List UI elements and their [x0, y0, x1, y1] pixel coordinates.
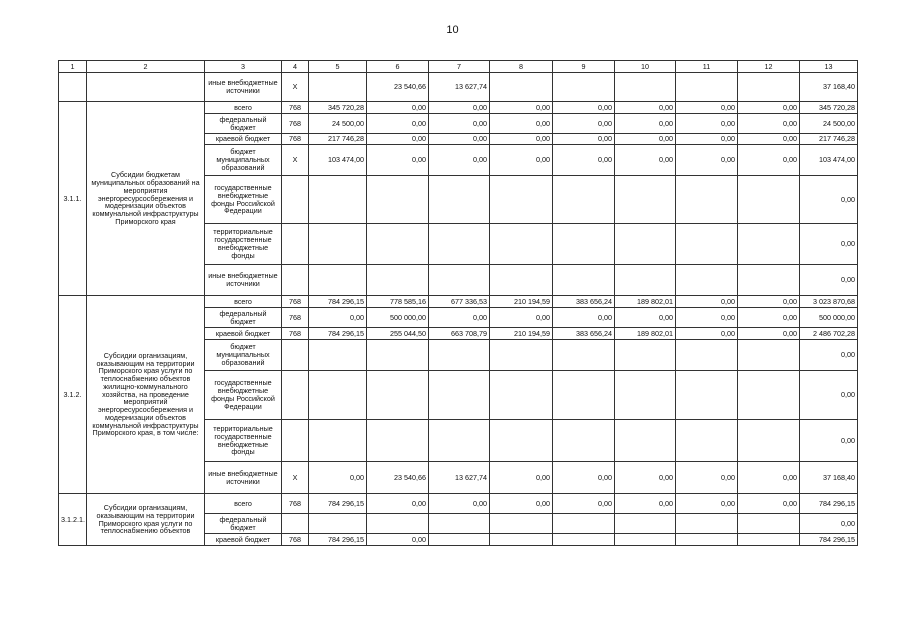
amount-cell: 0,00 [800, 514, 858, 534]
amount-cell [490, 265, 553, 296]
amount-cell: 0,00 [676, 114, 738, 134]
amount-cell: 23 540,66 [367, 73, 429, 102]
amount-cell [676, 340, 738, 371]
amount-cell [367, 176, 429, 224]
amount-cell: 103 474,00 [800, 145, 858, 176]
table-row [59, 494, 858, 514]
gr-code [282, 371, 309, 420]
table-row [59, 296, 858, 308]
amount-cell [615, 340, 676, 371]
amount-cell: 0,00 [738, 134, 800, 145]
amount-cell: 0,00 [367, 534, 429, 546]
funding-source: всего [205, 102, 282, 114]
amount-cell [429, 224, 490, 265]
amount-cell: 383 656,24 [553, 328, 615, 340]
amount-cell: 0,00 [738, 296, 800, 308]
amount-cell [309, 224, 367, 265]
amount-cell: 0,00 [367, 145, 429, 176]
funding-source: иные внебюджетные источники [205, 73, 282, 102]
amount-cell [553, 514, 615, 534]
amount-cell: 0,00 [800, 371, 858, 420]
amount-cell [553, 534, 615, 546]
amount-cell [738, 371, 800, 420]
funding-source: краевой бюджет [205, 328, 282, 340]
amount-cell: 0,00 [800, 176, 858, 224]
amount-cell: 0,00 [738, 145, 800, 176]
item-name: Субсидии организациям, оказывающим на территории Приморского края услуги по теплоснабжению объектов жилищно-коммунального хозяйства, на проведение мероприятий энергоресурсосбережения и модернизации объектов коммунальной инфраструктуры Приморского края, в том числе: [87, 296, 205, 494]
amount-cell [738, 265, 800, 296]
amount-cell: 3 023 870,68 [800, 296, 858, 308]
amount-cell: 0,00 [309, 308, 367, 328]
amount-cell [553, 224, 615, 265]
amount-cell [738, 176, 800, 224]
amount-cell: 784 296,15 [800, 494, 858, 514]
amount-cell: 0,00 [367, 102, 429, 114]
amount-cell: 23 540,66 [367, 462, 429, 494]
funding-source: бюджет муниципальных образований [205, 340, 282, 371]
column-header: 10 [615, 61, 676, 73]
amount-cell: 0,00 [738, 114, 800, 134]
amount-cell [309, 265, 367, 296]
amount-cell: 778 585,16 [367, 296, 429, 308]
amount-cell [676, 73, 738, 102]
amount-cell: 0,00 [676, 328, 738, 340]
amount-cell: 0,00 [553, 462, 615, 494]
amount-cell: 345 720,28 [309, 102, 367, 114]
amount-cell: 0,00 [800, 265, 858, 296]
amount-cell: 0,00 [429, 494, 490, 514]
funding-source: иные внебюджетные источники [205, 462, 282, 494]
amount-cell: 210 194,59 [490, 328, 553, 340]
amount-cell [738, 340, 800, 371]
amount-cell [738, 224, 800, 265]
amount-cell: 0,00 [553, 102, 615, 114]
item-code: 3.1.1. [59, 102, 87, 296]
amount-cell: 0,00 [490, 114, 553, 134]
amount-cell: 0,00 [738, 308, 800, 328]
amount-cell: 0,00 [800, 340, 858, 371]
amount-cell [367, 371, 429, 420]
amount-cell: 345 720,28 [800, 102, 858, 114]
gr-code [282, 514, 309, 534]
amount-cell [676, 176, 738, 224]
amount-cell [676, 514, 738, 534]
amount-cell: 784 296,15 [800, 534, 858, 546]
item-code [59, 73, 87, 102]
amount-cell: 0,00 [367, 494, 429, 514]
amount-cell: 217 746,28 [309, 134, 367, 145]
amount-cell [738, 534, 800, 546]
amount-cell [490, 224, 553, 265]
amount-cell: 0,00 [490, 145, 553, 176]
item-code: 3.1.2. [59, 296, 87, 494]
funding-source: федеральный бюджет [205, 308, 282, 328]
funding-source: иные внебюджетные источники [205, 265, 282, 296]
amount-cell [309, 514, 367, 534]
amount-cell [738, 73, 800, 102]
amount-cell: 24 500,00 [800, 114, 858, 134]
amount-cell: 0,00 [553, 308, 615, 328]
item-name [87, 73, 205, 102]
amount-cell: 0,00 [800, 224, 858, 265]
amount-cell: 784 296,15 [309, 494, 367, 514]
gr-code: X [282, 145, 309, 176]
amount-cell [553, 176, 615, 224]
amount-cell [676, 420, 738, 462]
amount-cell: 0,00 [490, 462, 553, 494]
gr-code: 768 [282, 328, 309, 340]
funding-source: федеральный бюджет [205, 514, 282, 534]
amount-cell: 0,00 [615, 114, 676, 134]
amount-cell: 0,00 [490, 134, 553, 145]
amount-cell: 0,00 [429, 308, 490, 328]
column-header: 8 [490, 61, 553, 73]
column-header: 4 [282, 61, 309, 73]
funding-source: краевой бюджет [205, 134, 282, 145]
table-row [59, 73, 858, 102]
amount-cell: 0,00 [553, 134, 615, 145]
amount-cell: 663 708,79 [429, 328, 490, 340]
amount-cell: 0,00 [676, 134, 738, 145]
amount-cell [367, 224, 429, 265]
amount-cell: 0,00 [553, 494, 615, 514]
amount-cell: 0,00 [490, 308, 553, 328]
amount-cell [429, 420, 490, 462]
amount-cell [309, 371, 367, 420]
amount-cell: 677 336,53 [429, 296, 490, 308]
amount-cell [553, 420, 615, 462]
amount-cell [676, 371, 738, 420]
amount-cell [615, 371, 676, 420]
gr-code: 768 [282, 494, 309, 514]
gr-code: 768 [282, 102, 309, 114]
column-header: 2 [87, 61, 205, 73]
amount-cell: 0,00 [309, 462, 367, 494]
column-header: 12 [738, 61, 800, 73]
column-header: 13 [800, 61, 858, 73]
amount-cell [490, 340, 553, 371]
amount-cell [490, 420, 553, 462]
column-header: 3 [205, 61, 282, 73]
funding-source: государственные внебюджетные фонды Российской Федерации [205, 176, 282, 224]
amount-cell: 2 486 702,28 [800, 328, 858, 340]
table-row [59, 102, 858, 114]
amount-cell [553, 371, 615, 420]
column-header: 6 [367, 61, 429, 73]
gr-code: 768 [282, 296, 309, 308]
item-name: Субсидии бюджетам муниципальных образований на мероприятия энергоресурсосбережения и модернизации объектов коммунальной инфраструктуры Приморского края [87, 102, 205, 296]
amount-cell [615, 176, 676, 224]
amount-cell: 0,00 [738, 328, 800, 340]
funding-source: территориальные государственные внебюджетные фонды [205, 420, 282, 462]
funding-source: бюджет муниципальных образований [205, 145, 282, 176]
header-row [59, 61, 858, 73]
gr-code [282, 265, 309, 296]
amount-cell [367, 340, 429, 371]
amount-cell: 784 296,15 [309, 328, 367, 340]
amount-cell: 0,00 [676, 145, 738, 176]
funding-source: всего [205, 296, 282, 308]
amount-cell: 0,00 [738, 102, 800, 114]
amount-cell [553, 73, 615, 102]
amount-cell: 0,00 [615, 494, 676, 514]
amount-cell: 37 168,40 [800, 73, 858, 102]
amount-cell [309, 420, 367, 462]
amount-cell [615, 420, 676, 462]
amount-cell: 0,00 [615, 145, 676, 176]
amount-cell: 103 474,00 [309, 145, 367, 176]
amount-cell: 0,00 [738, 494, 800, 514]
column-header: 11 [676, 61, 738, 73]
item-code: 3.1.2.1. [59, 494, 87, 546]
amount-cell [429, 534, 490, 546]
amount-cell: 24 500,00 [309, 114, 367, 134]
amount-cell [553, 265, 615, 296]
amount-cell [309, 73, 367, 102]
gr-code: 768 [282, 308, 309, 328]
page-number: 10 [446, 24, 459, 36]
gr-code: 768 [282, 114, 309, 134]
amount-cell [490, 73, 553, 102]
amount-cell [553, 340, 615, 371]
gr-code: X [282, 462, 309, 494]
amount-cell: 0,00 [429, 102, 490, 114]
amount-cell: 0,00 [676, 102, 738, 114]
amount-cell [429, 514, 490, 534]
amount-cell [676, 265, 738, 296]
amount-cell: 500 000,00 [800, 308, 858, 328]
amount-cell: 0,00 [615, 102, 676, 114]
amount-cell: 0,00 [615, 308, 676, 328]
amount-cell: 0,00 [367, 114, 429, 134]
amount-cell [490, 514, 553, 534]
amount-cell: 0,00 [429, 134, 490, 145]
gr-code [282, 224, 309, 265]
amount-cell: 255 044,50 [367, 328, 429, 340]
amount-cell: 784 296,15 [309, 296, 367, 308]
amount-cell: 0,00 [676, 308, 738, 328]
column-header: 9 [553, 61, 615, 73]
amount-cell: 383 656,24 [553, 296, 615, 308]
gr-code: 768 [282, 134, 309, 145]
amount-cell [309, 340, 367, 371]
amount-cell: 37 168,40 [800, 462, 858, 494]
funding-source: территориальные государственные внебюджетные фонды [205, 224, 282, 265]
item-name: Субсидии организациям, оказывающим на территории Приморского края услуги по теплоснабжению объектов [87, 494, 205, 546]
amount-cell [429, 176, 490, 224]
amount-cell [429, 340, 490, 371]
amount-cell [615, 534, 676, 546]
amount-cell: 13 627,74 [429, 73, 490, 102]
amount-cell [738, 514, 800, 534]
amount-cell [367, 265, 429, 296]
amount-cell: 0,00 [553, 114, 615, 134]
funding-source: государственные внебюджетные фонды Российской Федерации [205, 371, 282, 420]
amount-cell [309, 176, 367, 224]
amount-cell: 189 802,01 [615, 328, 676, 340]
amount-cell: 13 627,74 [429, 462, 490, 494]
amount-cell [676, 534, 738, 546]
amount-cell [367, 514, 429, 534]
column-header: 5 [309, 61, 367, 73]
budget-table [58, 60, 858, 546]
amount-cell: 0,00 [490, 494, 553, 514]
amount-cell: 0,00 [800, 420, 858, 462]
gr-code: 768 [282, 534, 309, 546]
amount-cell [490, 176, 553, 224]
amount-cell: 0,00 [615, 134, 676, 145]
amount-cell [615, 224, 676, 265]
amount-cell: 0,00 [367, 134, 429, 145]
column-header: 7 [429, 61, 490, 73]
amount-cell [490, 534, 553, 546]
amount-cell: 0,00 [676, 494, 738, 514]
amount-cell [615, 514, 676, 534]
amount-cell [490, 371, 553, 420]
amount-cell [367, 420, 429, 462]
amount-cell: 784 296,15 [309, 534, 367, 546]
amount-cell [429, 265, 490, 296]
gr-code: X [282, 73, 309, 102]
amount-cell [615, 265, 676, 296]
amount-cell [738, 420, 800, 462]
amount-cell: 0,00 [676, 296, 738, 308]
amount-cell [429, 371, 490, 420]
amount-cell: 210 194,59 [490, 296, 553, 308]
funding-source: краевой бюджет [205, 534, 282, 546]
column-header: 1 [59, 61, 87, 73]
amount-cell: 500 000,00 [367, 308, 429, 328]
amount-cell: 189 802,01 [615, 296, 676, 308]
amount-cell: 0,00 [676, 462, 738, 494]
amount-cell: 0,00 [429, 114, 490, 134]
amount-cell: 0,00 [490, 102, 553, 114]
gr-code [282, 420, 309, 462]
amount-cell [676, 224, 738, 265]
amount-cell: 0,00 [615, 462, 676, 494]
amount-cell [615, 73, 676, 102]
funding-source: федеральный бюджет [205, 114, 282, 134]
amount-cell: 0,00 [738, 462, 800, 494]
amount-cell: 0,00 [429, 145, 490, 176]
gr-code [282, 176, 309, 224]
funding-source: всего [205, 494, 282, 514]
amount-cell: 217 746,28 [800, 134, 858, 145]
amount-cell: 0,00 [553, 145, 615, 176]
gr-code [282, 340, 309, 371]
